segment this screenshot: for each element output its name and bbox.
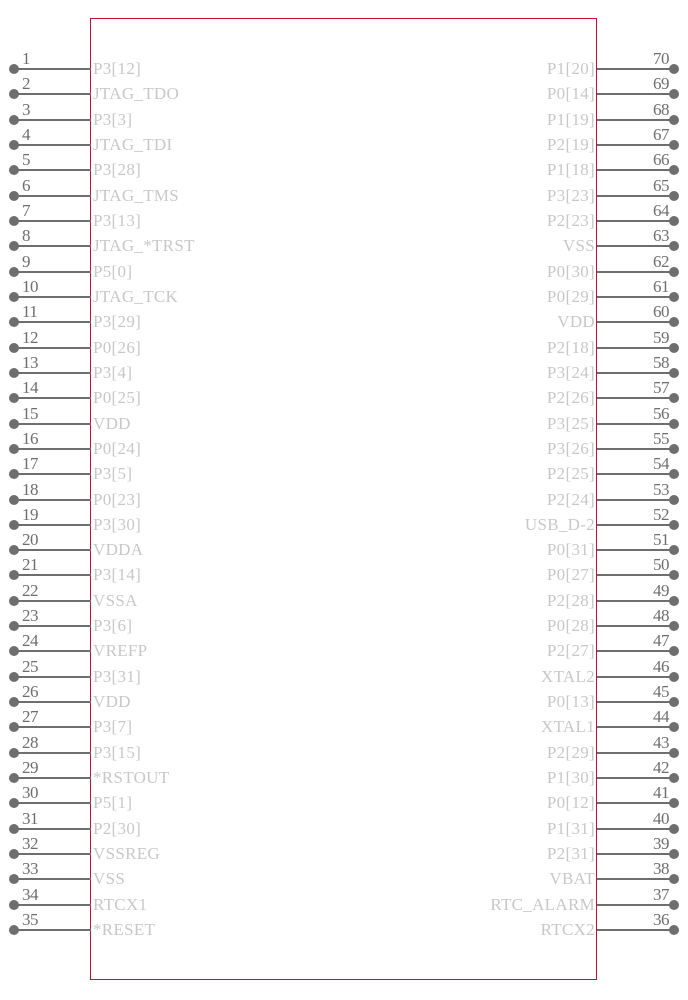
pin-endpoint-icon xyxy=(9,419,19,429)
pin-line xyxy=(14,802,91,804)
pin-endpoint-icon xyxy=(669,89,679,99)
pin-endpoint-icon xyxy=(9,216,19,226)
pin-label: JTAG_TDI xyxy=(93,134,173,154)
pin-endpoint-icon xyxy=(669,697,679,707)
pin-endpoint-icon xyxy=(669,748,679,758)
pin-number: 7 xyxy=(22,200,30,220)
pin-endpoint-icon xyxy=(9,368,19,378)
pin-number: 18 xyxy=(22,479,38,499)
pin-endpoint-icon xyxy=(669,267,679,277)
pin-number: 63 xyxy=(653,226,669,246)
pin-number: 59 xyxy=(653,327,669,347)
pin-endpoint-icon xyxy=(9,292,19,302)
pin-endpoint-icon xyxy=(669,444,679,454)
pin-label: P3[3] xyxy=(93,109,133,129)
pin-number: 70 xyxy=(653,49,669,68)
pin-endpoint-icon xyxy=(9,798,19,808)
pin-label: P0[23] xyxy=(93,489,142,509)
pin-endpoint-icon xyxy=(669,292,679,302)
pin-endpoint-icon xyxy=(9,596,19,606)
pin-label: P2[28] xyxy=(546,590,595,610)
pin-endpoint-icon xyxy=(669,900,679,910)
pin-number: 2 xyxy=(22,74,30,94)
pin-line xyxy=(597,169,674,171)
pin-line xyxy=(14,296,91,298)
pin-number: 25 xyxy=(22,656,38,676)
pin-number: 36 xyxy=(653,910,669,929)
pin-number: 17 xyxy=(22,454,38,474)
pin-number: 34 xyxy=(22,884,38,904)
pin-line xyxy=(14,726,91,728)
pin-label: *RSTOUT xyxy=(93,768,170,788)
pin-line xyxy=(597,321,674,323)
pin-endpoint-icon xyxy=(669,722,679,732)
pin-label: P0[29] xyxy=(546,286,595,306)
pin-endpoint-icon xyxy=(9,925,19,935)
pin-label: P2[19] xyxy=(546,134,595,154)
pin-label: P3[6] xyxy=(93,616,133,636)
pin-number: 35 xyxy=(22,910,38,929)
pin-line xyxy=(597,473,674,475)
pin-endpoint-icon xyxy=(669,216,679,226)
pin-label: JTAG_TDO xyxy=(93,84,180,104)
pin-line xyxy=(597,625,674,627)
pin-label: P2[27] xyxy=(546,641,595,661)
pin-number: 6 xyxy=(22,175,30,195)
pin-endpoint-icon xyxy=(9,191,19,201)
pin-label: P0[26] xyxy=(93,337,142,357)
pin-endpoint-icon xyxy=(669,241,679,251)
pin-label: VDD xyxy=(93,413,131,433)
pin-line xyxy=(597,423,674,425)
pin-line xyxy=(597,777,674,779)
pin-endpoint-icon xyxy=(9,900,19,910)
pin-label: P3[28] xyxy=(93,160,142,180)
pin-label: XTAL1 xyxy=(541,717,595,737)
pin-endpoint-icon xyxy=(669,672,679,682)
pin-label: P3[25] xyxy=(546,413,595,433)
pin-endpoint-icon xyxy=(9,773,19,783)
pin-label: P0[14] xyxy=(546,84,595,104)
pin-line xyxy=(597,828,674,830)
pin-label: VSS xyxy=(93,869,126,889)
pin-endpoint-icon xyxy=(9,697,19,707)
pin-endpoint-icon xyxy=(9,824,19,834)
pin-label: JTAG_TMS xyxy=(93,185,180,205)
pin-endpoint-icon xyxy=(9,393,19,403)
pin-number: 9 xyxy=(22,251,30,271)
pin-number: 47 xyxy=(653,631,669,651)
pin-label: P3[30] xyxy=(93,514,142,534)
pin-label: P3[23] xyxy=(546,185,595,205)
pin-line xyxy=(14,625,91,627)
pin-number: 13 xyxy=(22,352,38,372)
pin-number: 26 xyxy=(22,682,38,702)
pin-label: P3[29] xyxy=(93,312,142,332)
pin-endpoint-icon xyxy=(669,191,679,201)
pin-line xyxy=(14,448,91,450)
pin-endpoint-icon xyxy=(669,570,679,580)
pin-label: RTC_ALARM xyxy=(490,894,595,914)
pin-line xyxy=(597,144,674,146)
pin-line xyxy=(597,802,674,804)
pin-number: 66 xyxy=(653,150,669,170)
pin-line xyxy=(597,448,674,450)
pin-number: 1 xyxy=(22,49,30,68)
pin-endpoint-icon xyxy=(9,646,19,656)
pin-label: JTAG_*TRST xyxy=(93,236,195,256)
pin-endpoint-icon xyxy=(669,621,679,631)
pin-line xyxy=(14,423,91,425)
pin-label: VDD xyxy=(557,312,595,332)
pin-line xyxy=(14,245,91,247)
pin-number: 20 xyxy=(22,530,38,550)
pin-endpoint-icon xyxy=(9,545,19,555)
pin-label: P1[19] xyxy=(546,109,595,129)
pin-label: JTAG_TCK xyxy=(93,286,179,306)
pin-endpoint-icon xyxy=(669,545,679,555)
pin-label: P0[24] xyxy=(93,438,142,458)
pin-line xyxy=(597,752,674,754)
pin-endpoint-icon xyxy=(669,393,679,403)
pin-number: 67 xyxy=(653,124,669,144)
pin-number: 40 xyxy=(653,808,669,828)
pin-endpoint-icon xyxy=(669,773,679,783)
pin-label: RTCX2 xyxy=(540,920,595,939)
pin-line xyxy=(14,904,91,906)
pin-label: P5[0] xyxy=(93,261,133,281)
pin-endpoint-icon xyxy=(669,343,679,353)
pin-number: 37 xyxy=(653,884,669,904)
pin-label: P1[31] xyxy=(546,818,595,838)
pin-label: P3[15] xyxy=(93,742,142,762)
pin-line xyxy=(597,296,674,298)
pin-line xyxy=(597,574,674,576)
pin-number: 53 xyxy=(653,479,669,499)
pin-endpoint-icon xyxy=(9,570,19,580)
pin-line xyxy=(14,701,91,703)
pin-number: 11 xyxy=(22,302,38,322)
pin-endpoint-icon xyxy=(9,165,19,175)
pin-endpoint-icon xyxy=(9,444,19,454)
pin-endpoint-icon xyxy=(9,748,19,758)
pin-line xyxy=(14,828,91,830)
pin-number: 60 xyxy=(653,302,669,322)
pin-number: 44 xyxy=(653,707,669,727)
pin-number: 42 xyxy=(653,758,669,778)
pin-number: 68 xyxy=(653,99,669,119)
pin-endpoint-icon xyxy=(669,140,679,150)
pin-line xyxy=(14,676,91,678)
pin-label: VSS xyxy=(562,236,595,256)
pin-number: 57 xyxy=(653,378,669,398)
pin-label: XTAL2 xyxy=(541,666,595,686)
pin-label: VBAT xyxy=(549,869,595,889)
pin-line xyxy=(14,853,91,855)
pin-number: 32 xyxy=(22,834,38,854)
pin-number: 65 xyxy=(653,175,669,195)
pin-endpoint-icon xyxy=(669,925,679,935)
pin-line xyxy=(597,119,674,121)
pin-number: 3 xyxy=(22,99,30,119)
pin-number: 28 xyxy=(22,732,38,752)
pin-number: 27 xyxy=(22,707,38,727)
pin-line xyxy=(597,524,674,526)
pin-label: P1[20] xyxy=(546,59,595,78)
pin-label: VSSA xyxy=(93,590,138,610)
pin-number: 46 xyxy=(653,656,669,676)
pin-line xyxy=(14,878,91,880)
pin-line xyxy=(14,195,91,197)
pin-endpoint-icon xyxy=(669,874,679,884)
pin-label: P3[4] xyxy=(93,362,133,382)
pin-endpoint-icon xyxy=(9,317,19,327)
pin-label: P2[26] xyxy=(546,388,595,408)
pin-label: P0[12] xyxy=(546,793,595,813)
pin-label: P5[1] xyxy=(93,793,133,813)
pin-endpoint-icon xyxy=(9,672,19,682)
pin-endpoint-icon xyxy=(9,267,19,277)
pin-label: P3[7] xyxy=(93,717,133,737)
pin-label: P2[23] xyxy=(546,210,595,230)
pin-number: 58 xyxy=(653,352,669,372)
pin-line xyxy=(597,397,674,399)
pin-line xyxy=(14,321,91,323)
pin-line xyxy=(14,347,91,349)
pin-label: VDD xyxy=(93,692,131,712)
pin-label: P0[25] xyxy=(93,388,142,408)
pin-endpoint-icon xyxy=(9,89,19,99)
pin-number: 15 xyxy=(22,403,38,423)
pin-number: 38 xyxy=(653,859,669,879)
pin-number: 39 xyxy=(653,834,669,854)
pin-line xyxy=(597,271,674,273)
pin-number: 55 xyxy=(653,428,669,448)
pin-number: 22 xyxy=(22,580,38,600)
pin-label: P2[18] xyxy=(546,337,595,357)
pin-number: 19 xyxy=(22,504,38,524)
pin-endpoint-icon xyxy=(669,824,679,834)
pin-line xyxy=(14,499,91,501)
pin-endpoint-icon xyxy=(669,596,679,606)
pin-label: *RESET xyxy=(93,920,156,939)
pin-number: 64 xyxy=(653,200,669,220)
pin-endpoint-icon xyxy=(9,343,19,353)
pin-endpoint-icon xyxy=(669,646,679,656)
pin-endpoint-icon xyxy=(9,469,19,479)
pin-label: VDDA xyxy=(93,540,144,560)
pin-line xyxy=(14,220,91,222)
pin-line xyxy=(14,574,91,576)
pin-line xyxy=(14,473,91,475)
pin-label: P3[13] xyxy=(93,210,142,230)
pin-line xyxy=(14,119,91,121)
pin-number: 43 xyxy=(653,732,669,752)
pin-label: P3[12] xyxy=(93,59,142,78)
pin-label: P0[27] xyxy=(546,565,595,585)
pin-label: P2[29] xyxy=(546,742,595,762)
pin-label: P1[30] xyxy=(546,768,595,788)
pin-number: 24 xyxy=(22,631,38,651)
pin-line xyxy=(597,853,674,855)
pin-label: P2[30] xyxy=(93,818,142,838)
pin-endpoint-icon xyxy=(9,64,19,74)
pin-number: 21 xyxy=(22,555,38,575)
pin-number: 29 xyxy=(22,758,38,778)
pin-endpoint-icon xyxy=(669,165,679,175)
pin-label: P3[24] xyxy=(546,362,595,382)
pin-endpoint-icon xyxy=(9,722,19,732)
pin-number: 16 xyxy=(22,428,38,448)
pin-endpoint-icon xyxy=(669,495,679,505)
pin-number: 52 xyxy=(653,504,669,524)
pin-endpoint-icon xyxy=(9,140,19,150)
pin-endpoint-icon xyxy=(669,469,679,479)
pin-line xyxy=(14,68,91,70)
pin-number: 30 xyxy=(22,783,38,803)
pin-label: VREFP xyxy=(93,641,148,661)
pin-endpoint-icon xyxy=(9,115,19,125)
pin-number: 48 xyxy=(653,606,669,626)
pin-line xyxy=(597,878,674,880)
pin-endpoint-icon xyxy=(9,241,19,251)
pin-line xyxy=(14,169,91,171)
pin-line xyxy=(597,676,674,678)
pin-endpoint-icon xyxy=(669,520,679,530)
pin-line xyxy=(597,549,674,551)
pin-line xyxy=(14,549,91,551)
pin-line xyxy=(14,600,91,602)
pin-label: P0[13] xyxy=(546,692,595,712)
pin-number: 45 xyxy=(653,682,669,702)
pin-label: P2[25] xyxy=(546,464,595,484)
pin-line xyxy=(597,904,674,906)
pin-line xyxy=(14,144,91,146)
pin-number: 10 xyxy=(22,276,38,296)
pin-line xyxy=(597,600,674,602)
pin-line xyxy=(597,347,674,349)
pin-endpoint-icon xyxy=(669,317,679,327)
pin-line xyxy=(597,93,674,95)
pin-endpoint-icon xyxy=(669,419,679,429)
pin-label: P2[31] xyxy=(546,844,595,864)
pin-label: P0[28] xyxy=(546,616,595,636)
pin-number: 41 xyxy=(653,783,669,803)
pin-number: 31 xyxy=(22,808,38,828)
pin-line xyxy=(14,650,91,652)
pin-number: 23 xyxy=(22,606,38,626)
pin-line xyxy=(597,929,674,931)
pin-label: P3[26] xyxy=(546,438,595,458)
pin-label: P1[18] xyxy=(546,160,595,180)
pin-label: RTCX1 xyxy=(93,894,148,914)
pin-label: P2[24] xyxy=(546,489,595,509)
pin-label: USB_D-2 xyxy=(524,514,595,534)
pin-line xyxy=(597,220,674,222)
pin-label: P3[31] xyxy=(93,666,142,686)
pin-line xyxy=(597,726,674,728)
pin-line xyxy=(597,195,674,197)
pin-line xyxy=(597,499,674,501)
ic-body xyxy=(90,18,597,980)
pin-label: P0[30] xyxy=(546,261,595,281)
pin-line xyxy=(597,245,674,247)
pin-endpoint-icon xyxy=(669,849,679,859)
pin-number: 8 xyxy=(22,226,30,246)
pin-number: 12 xyxy=(22,327,38,347)
pin-number: 69 xyxy=(653,74,669,94)
pin-number: 4 xyxy=(22,124,30,144)
pin-number: 56 xyxy=(653,403,669,423)
pin-number: 54 xyxy=(653,454,669,474)
pin-endpoint-icon xyxy=(9,520,19,530)
pin-endpoint-icon xyxy=(669,64,679,74)
pin-line xyxy=(14,929,91,931)
pin-line xyxy=(14,93,91,95)
pin-endpoint-icon xyxy=(669,368,679,378)
pin-number: 51 xyxy=(653,530,669,550)
pin-number: 50 xyxy=(653,555,669,575)
pin-line xyxy=(597,650,674,652)
pin-number: 61 xyxy=(653,276,669,296)
pin-endpoint-icon xyxy=(9,874,19,884)
pin-number: 5 xyxy=(22,150,30,170)
pin-line xyxy=(597,372,674,374)
pin-line xyxy=(597,68,674,70)
pin-line xyxy=(14,271,91,273)
pin-line xyxy=(14,397,91,399)
pin-number: 14 xyxy=(22,378,38,398)
pin-label: P3[14] xyxy=(93,565,142,585)
pin-endpoint-icon xyxy=(669,115,679,125)
pin-line xyxy=(14,524,91,526)
pin-line xyxy=(14,752,91,754)
pin-label: P0[31] xyxy=(546,540,595,560)
pin-endpoint-icon xyxy=(9,495,19,505)
pin-number: 33 xyxy=(22,859,38,879)
pin-endpoint-icon xyxy=(669,798,679,808)
pin-number: 49 xyxy=(653,580,669,600)
pin-line xyxy=(14,777,91,779)
pin-label: P3[5] xyxy=(93,464,133,484)
pin-endpoint-icon xyxy=(9,621,19,631)
pin-number: 62 xyxy=(653,251,669,271)
pin-label: VSSREG xyxy=(93,844,160,864)
pin-endpoint-icon xyxy=(9,849,19,859)
pin-line xyxy=(597,701,674,703)
pin-line xyxy=(14,372,91,374)
